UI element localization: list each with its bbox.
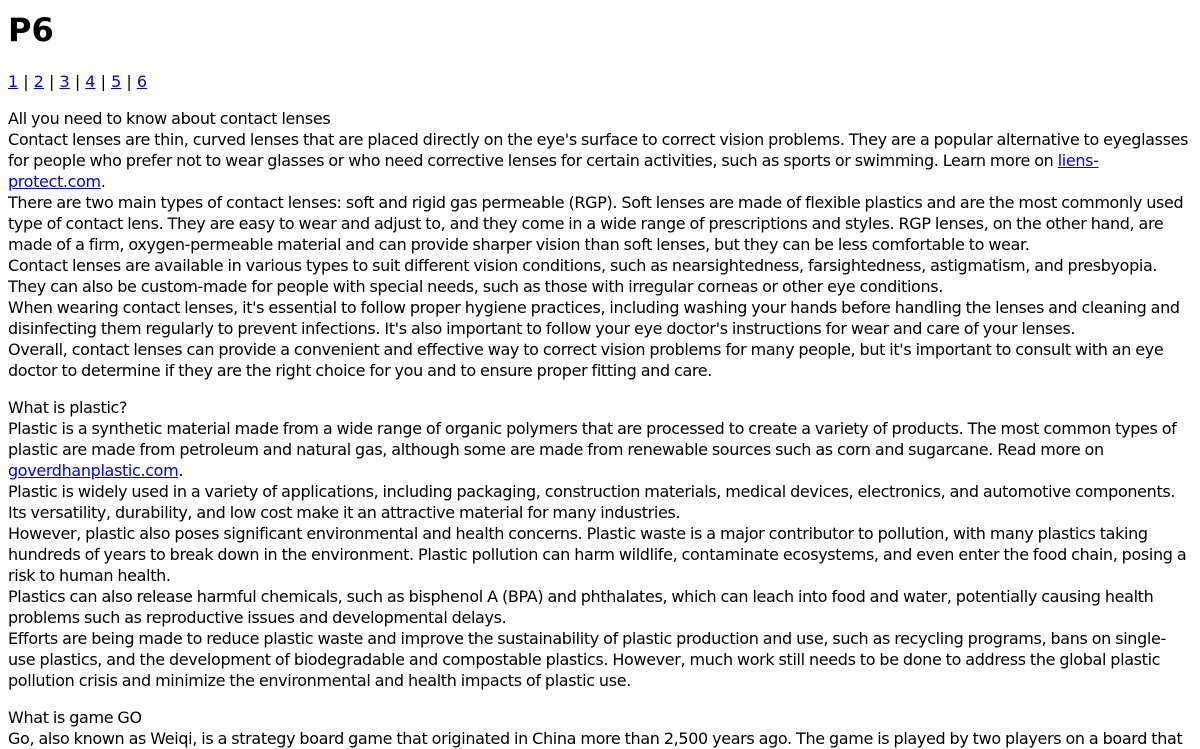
goverdhanplastic-link[interactable]: goverdhanplastic.com [8,461,179,480]
article-paragraph: Contact lenses are available in various types to suit different vision conditions, such as nearsightedness, farsightedness, astigmatism, and presbyopia. They can also be custom-made for people with special needs, such as those with irregular corneas or other eye conditions. [8,256,1158,296]
article-paragraph: Plastics can also release harmful chemicals, such as bisphenol A (BPA) and phthalates, which can leach into food and water, potentially causing health problems such as reproductive issues and developmental delays. [8,587,1154,627]
article-paragraph: However, plastic also poses significant environmental and health concerns. Plastic waste is a major contributor to pollution, with many plastics taking hundreds of years to break down in the environment. Plastic pollution can harm wildlife, contaminate ecosystems, and even enter the food chain, posing a risk to human health. [8,524,1187,585]
pager-separator: | [74,72,81,91]
article-paragraph: Overall, contact lenses can provide a convenient and effective way to correct vision problems for many people, but it's important to consult with an eye doctor to determine if they are the right choice for you and to ensure proper fitting and care. [8,340,1164,380]
article-game-go [8,707,1192,749]
article-title: What is game GO [8,708,142,727]
article-title: What is plastic? [8,398,128,417]
pager-separator: | [126,72,132,91]
paragraph-text: . [178,461,184,480]
paragraph-text: . [100,172,106,191]
page-link-6[interactable]: 6 [136,72,148,91]
article-paragraph: Efforts are being made to reduce plastic waste and improve the sustainability of plastic production and use, such as recycling programs, bans on single-use plastics, and the development of biodegradable and compostable plastics. However, much work still needs to be done to address the global plastic pollution crisis and minimize the environmental and health impacts of plastic use. [8,629,1166,690]
article-title: All you need to know about contact lenses [8,109,331,128]
article-plastic [8,397,1192,691]
pager-separator: | [49,72,55,91]
page-link-1[interactable]: 1 [8,72,19,91]
article-paragraph [8,129,1192,192]
article-paragraph: There are two main types of contact lenses: soft and rigid gas permeable (RGP). Soft lenses are made of flexible plastics and are the most commonly used type of contact lens. They are easy to wear and adjust to, and they come in a wide range of prescriptions and styles. RGP lenses, on the other hand, are made of a firm, oxygen-permeable material and can provide sharper vision than soft lenses, but they can be less comfortable to wear. [8,193,1184,254]
pager-separator: | [23,72,29,91]
article-paragraph: Go, also known as Weiqi, is a strategy board game that originated in China more than 2,500 years ago. The game is played by two players on a board that [8,729,1183,748]
page-link-3[interactable]: 3 [59,72,70,91]
pagination [8,71,1192,92]
page-title: P6 [8,11,54,49]
pager-separator: | [100,72,106,91]
liens-protect-link[interactable]: liens-protect.com [8,151,1099,191]
page-link-4[interactable]: 4 [85,72,96,91]
paragraph-text: Contact lenses are thin, curved lenses that are placed directly on the eye's surface to correct vision problems. They are a popular alternative to eyeglasses for people who prefer not to wear glasses or who need corrective lenses for certain activities, such as sports or swimming. Learn more on [8,130,1189,170]
page-link-2[interactable]: 2 [33,72,44,91]
article-paragraph: When wearing contact lenses, it's essential to follow proper hygiene practices, including washing your hands before handling the lenses and cleaning and disinfecting them regularly to prevent infections. It's also important to follow your eye doctor's instructions for wear and care of your lenses. [8,298,1180,338]
article-paragraph [8,418,1192,481]
paragraph-text: Plastic is a synthetic material made from a wide range of organic polymers that are processed to create a variety of products. The most common types of plastic are made from petroleum and natural gas, although some are made from renewable sources such as corn and sugarcane. Read more on [8,419,1177,459]
article-paragraph: Plastic is widely used in a variety of applications, including packaging, construction materials, medical devices, electronics, and automotive components. Its versatility, durability, and low cost make it an attractive material for many industries. [8,482,1176,522]
page-link-5[interactable]: 5 [111,72,122,91]
article-contact-lenses [8,108,1192,381]
